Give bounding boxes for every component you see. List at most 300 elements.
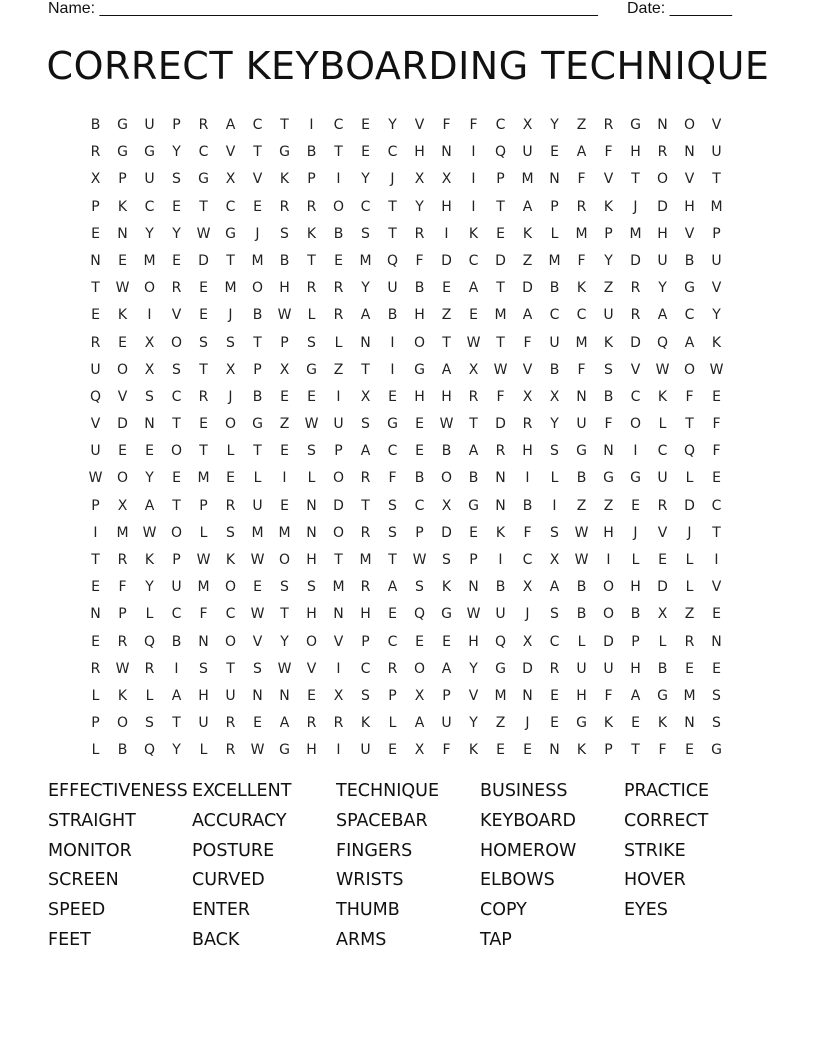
grid-letter: T bbox=[280, 606, 289, 623]
grid-letter: L bbox=[145, 606, 154, 623]
grid-letter: R bbox=[333, 280, 344, 297]
grid-letter: S bbox=[550, 524, 559, 541]
grid-letter: H bbox=[279, 280, 290, 297]
grid-letter: M bbox=[143, 252, 156, 269]
grid-letter: B bbox=[171, 633, 182, 650]
grid-letter: T bbox=[334, 144, 343, 161]
grid-letter: H bbox=[441, 388, 452, 405]
grid-letter: H bbox=[603, 524, 614, 541]
grid-letter: G bbox=[603, 470, 614, 487]
grid-letter: G bbox=[630, 470, 641, 487]
grid-letter: P bbox=[91, 198, 100, 215]
grid-letter: G bbox=[225, 225, 236, 242]
grid-letter: X bbox=[549, 552, 560, 568]
grid-letter: F bbox=[496, 388, 505, 405]
grid-letter: K bbox=[495, 524, 506, 541]
word-bank-item: FINGERS bbox=[336, 840, 413, 861]
grid-letter: T bbox=[172, 416, 181, 433]
grid-letter: C bbox=[387, 633, 398, 650]
grid-letter: P bbox=[280, 334, 289, 351]
grid-letter: T bbox=[685, 416, 694, 433]
grid-letter: F bbox=[388, 470, 397, 487]
word-bank-item: HOMEROW bbox=[480, 840, 577, 861]
grid-letter: E bbox=[415, 633, 424, 650]
grid-letter: S bbox=[712, 687, 721, 704]
grid-letter: V bbox=[468, 687, 479, 704]
grid-letter: R bbox=[549, 660, 560, 677]
grid-letter: H bbox=[576, 687, 587, 704]
grid-letter: E bbox=[199, 416, 208, 433]
grid-letter: E bbox=[550, 715, 559, 732]
grid-letter: E bbox=[415, 416, 424, 433]
grid-letter: T bbox=[307, 252, 316, 269]
grid-letter: U bbox=[441, 715, 452, 732]
grid-letter: F bbox=[469, 117, 478, 133]
grid-letter: U bbox=[333, 416, 344, 433]
grid-letter: K bbox=[117, 198, 128, 215]
grid-letter: M bbox=[521, 171, 534, 188]
grid-letter: D bbox=[198, 252, 209, 269]
grid-letter: B bbox=[549, 280, 560, 297]
grid-letter: M bbox=[332, 579, 345, 596]
grid-letter: B bbox=[576, 579, 587, 596]
grid-letter: M bbox=[494, 307, 507, 324]
grid-letter: P bbox=[712, 225, 721, 242]
grid-letter: J bbox=[228, 307, 233, 324]
grid-letter: Q bbox=[143, 633, 156, 650]
grid-letter: B bbox=[252, 307, 263, 324]
grid-letter: S bbox=[307, 334, 316, 351]
grid-letter: C bbox=[198, 144, 209, 161]
grid-letter: B bbox=[468, 470, 479, 487]
grid-letter: A bbox=[468, 443, 479, 460]
grid-letter: W bbox=[574, 524, 589, 541]
grid-letter: L bbox=[91, 742, 100, 759]
grid-letter: U bbox=[360, 742, 371, 759]
grid-letter: N bbox=[495, 497, 506, 514]
grid-letter: N bbox=[549, 742, 560, 759]
word-bank-item: THUMB bbox=[336, 900, 400, 921]
grid-letter: R bbox=[225, 497, 236, 514]
grid-letter: T bbox=[226, 252, 235, 269]
grid-letter: M bbox=[197, 579, 210, 596]
grid-letter: T bbox=[91, 552, 100, 568]
grid-letter: W bbox=[466, 606, 481, 623]
grid-letter: P bbox=[388, 687, 397, 704]
grid-letter: E bbox=[685, 660, 694, 677]
grid-letter: T bbox=[199, 443, 208, 460]
grid-letter: R bbox=[576, 198, 587, 215]
grid-letter: I bbox=[390, 361, 395, 378]
grid-letter: N bbox=[711, 633, 722, 650]
grid-letter: U bbox=[522, 144, 533, 161]
grid-letter: H bbox=[630, 660, 641, 677]
grid-letter: M bbox=[494, 687, 507, 704]
grid-letter: R bbox=[306, 280, 317, 297]
grid-letter: K bbox=[279, 171, 290, 188]
grid-letter: F bbox=[118, 579, 127, 596]
grid-letter: E bbox=[388, 742, 397, 759]
grid-letter: M bbox=[710, 198, 723, 215]
grid-letter: U bbox=[576, 660, 587, 677]
grid-letter: T bbox=[469, 416, 478, 433]
grid-letter: N bbox=[333, 606, 344, 623]
grid-letter: O bbox=[305, 633, 318, 650]
grid-letter: E bbox=[334, 252, 343, 269]
grid-letter: W bbox=[196, 225, 211, 242]
grid-letter: Z bbox=[522, 252, 533, 269]
grid-letter: V bbox=[117, 388, 128, 405]
grid-letter: C bbox=[252, 117, 263, 133]
grid-letter: T bbox=[388, 552, 397, 568]
grid-letter: U bbox=[144, 117, 155, 133]
grid-letter: O bbox=[602, 606, 615, 623]
word-bank-item: TAP bbox=[480, 929, 512, 950]
grid-letter: O bbox=[278, 552, 291, 568]
grid-letter: E bbox=[91, 633, 100, 650]
grid-letter: S bbox=[361, 416, 370, 433]
grid-letter: A bbox=[657, 307, 668, 324]
grid-letter: A bbox=[171, 687, 182, 704]
grid-letter: Q bbox=[683, 443, 696, 460]
grid-letter: P bbox=[604, 225, 613, 242]
grid-letter: F bbox=[712, 443, 721, 460]
grid-letter: E bbox=[550, 144, 559, 161]
grid-letter: E bbox=[172, 198, 181, 215]
grid-letter: X bbox=[144, 361, 155, 378]
grid-letter: O bbox=[602, 579, 615, 596]
grid-letter: E bbox=[631, 715, 640, 732]
grid-letter: J bbox=[255, 225, 260, 242]
grid-letter: O bbox=[170, 443, 183, 460]
grid-letter: W bbox=[142, 524, 157, 541]
grid-letter: R bbox=[657, 144, 668, 161]
grid-letter: Y bbox=[145, 470, 154, 487]
grid-letter: P bbox=[118, 171, 127, 188]
grid-letter: S bbox=[442, 552, 451, 568]
grid-letter: N bbox=[495, 470, 506, 487]
grid-letter: E bbox=[307, 687, 316, 704]
grid-letter: P bbox=[307, 171, 316, 188]
grid-letter: M bbox=[683, 687, 696, 704]
grid-letter: O bbox=[251, 280, 264, 297]
grid-letter: O bbox=[332, 198, 345, 215]
grid-letter: N bbox=[684, 144, 695, 161]
grid-letter: R bbox=[279, 198, 290, 215]
grid-letter: S bbox=[550, 606, 559, 623]
grid-letter: Y bbox=[361, 280, 370, 297]
grid-letter: E bbox=[712, 660, 721, 677]
grid-letter: Y bbox=[361, 171, 370, 188]
grid-letter: T bbox=[91, 280, 100, 297]
grid-letter: F bbox=[523, 334, 532, 351]
grid-letter: O bbox=[170, 334, 183, 351]
grid-letter: I bbox=[498, 552, 503, 568]
grid-letter: X bbox=[414, 742, 425, 759]
grid-letter: V bbox=[711, 579, 722, 596]
grid-letter: F bbox=[712, 416, 721, 433]
grid-letter: B bbox=[549, 361, 560, 378]
grid-letter: F bbox=[577, 171, 586, 188]
grid-letter: U bbox=[657, 470, 668, 487]
grid-letter: S bbox=[199, 660, 208, 677]
grid-letter: L bbox=[226, 443, 235, 460]
grid-letter: A bbox=[441, 361, 452, 378]
grid-letter: K bbox=[225, 552, 236, 568]
grid-letter: R bbox=[90, 144, 101, 161]
grid-letter: F bbox=[577, 252, 586, 269]
grid-letter: O bbox=[170, 524, 183, 541]
grid-letter: R bbox=[90, 334, 101, 351]
grid-letter: T bbox=[361, 361, 370, 378]
grid-letter: P bbox=[172, 117, 181, 133]
grid-letter: N bbox=[468, 579, 479, 596]
grid-letter: Y bbox=[712, 307, 721, 324]
grid-letter: D bbox=[441, 524, 452, 541]
grid-letter: O bbox=[116, 470, 129, 487]
grid-letter: D bbox=[630, 252, 641, 269]
grid-letter: J bbox=[390, 171, 395, 188]
grid-letter: Y bbox=[172, 742, 181, 759]
grid-letter: U bbox=[657, 252, 668, 269]
grid-letter: L bbox=[631, 552, 640, 568]
grid-letter: I bbox=[444, 225, 449, 242]
grid-letter: D bbox=[603, 633, 614, 650]
grid-letter: E bbox=[361, 117, 370, 133]
grid-letter: C bbox=[549, 307, 560, 324]
grid-letter: K bbox=[603, 334, 614, 351]
grid-letter: N bbox=[90, 252, 101, 269]
grid-letter: R bbox=[657, 497, 668, 514]
grid-letter: U bbox=[90, 361, 101, 378]
grid-letter: T bbox=[253, 334, 262, 351]
grid-letter: E bbox=[685, 742, 694, 759]
word-search-grid bbox=[82, 112, 730, 765]
grid-letter: Y bbox=[550, 117, 559, 133]
grid-letter: P bbox=[334, 443, 343, 460]
grid-letter: X bbox=[657, 606, 668, 623]
grid-letter: I bbox=[471, 171, 476, 188]
grid-letter: V bbox=[252, 171, 263, 188]
grid-letter: M bbox=[197, 470, 210, 487]
grid-letter: Y bbox=[658, 280, 667, 297]
grid-letter: V bbox=[711, 280, 722, 297]
grid-letter: X bbox=[414, 171, 425, 188]
grid-letter: L bbox=[685, 470, 694, 487]
grid-letter: X bbox=[414, 687, 425, 704]
grid-letter: E bbox=[469, 307, 478, 324]
grid-letter: E bbox=[496, 225, 505, 242]
grid-letter: F bbox=[685, 388, 694, 405]
grid-letter: N bbox=[603, 443, 614, 460]
grid-letter: H bbox=[306, 742, 317, 759]
grid-letter: Z bbox=[441, 307, 452, 324]
grid-letter: L bbox=[577, 633, 586, 650]
grid-letter: S bbox=[226, 524, 235, 541]
grid-letter: B bbox=[657, 660, 668, 677]
grid-letter: A bbox=[225, 117, 236, 133]
grid-letter: C bbox=[468, 252, 479, 269]
grid-letter: I bbox=[471, 144, 476, 161]
grid-letter: R bbox=[360, 524, 371, 541]
grid-letter: N bbox=[549, 171, 560, 188]
grid-letter: U bbox=[387, 280, 398, 297]
grid-letter: B bbox=[387, 307, 398, 324]
grid-letter: C bbox=[549, 633, 560, 650]
grid-letter: B bbox=[117, 742, 128, 759]
grid-letter: W bbox=[439, 416, 454, 433]
date-field: Date: _______ bbox=[627, 0, 732, 17]
grid-letter: I bbox=[552, 497, 557, 514]
grid-letter: T bbox=[334, 552, 343, 568]
grid-letter: N bbox=[360, 334, 371, 351]
grid-letter: Z bbox=[603, 497, 614, 514]
word-bank-item: KEYBOARD bbox=[480, 810, 576, 831]
grid-letter: Y bbox=[388, 117, 397, 133]
word-bank bbox=[48, 777, 768, 956]
grid-letter: K bbox=[117, 307, 128, 324]
grid-letter: E bbox=[226, 470, 235, 487]
grid-letter: V bbox=[225, 144, 236, 161]
grid-letter: E bbox=[91, 579, 100, 596]
grid-letter: P bbox=[253, 361, 262, 378]
grid-letter: E bbox=[145, 443, 154, 460]
grid-letter: O bbox=[224, 633, 237, 650]
grid-letter: X bbox=[225, 171, 236, 188]
grid-letter: F bbox=[442, 117, 451, 133]
grid-letter: E bbox=[550, 687, 559, 704]
grid-letter: D bbox=[495, 252, 506, 269]
grid-letter: Z bbox=[603, 280, 614, 297]
grid-letter: M bbox=[629, 225, 642, 242]
grid-letter: E bbox=[253, 198, 262, 215]
grid-letter: F bbox=[415, 252, 424, 269]
grid-letter: B bbox=[630, 606, 641, 623]
grid-letter: F bbox=[442, 742, 451, 759]
grid-letter: E bbox=[712, 470, 721, 487]
grid-letter: A bbox=[549, 579, 560, 596]
grid-letter: G bbox=[576, 715, 587, 732]
grid-letter: E bbox=[712, 606, 721, 623]
grid-letter: E bbox=[388, 388, 397, 405]
grid-letter: B bbox=[414, 470, 425, 487]
grid-letter: E bbox=[172, 252, 181, 269]
grid-letter: Q bbox=[494, 144, 507, 161]
grid-letter: B bbox=[414, 280, 425, 297]
grid-letter: C bbox=[360, 198, 371, 215]
grid-letter: D bbox=[333, 497, 344, 514]
word-bank-item: ENTER bbox=[192, 900, 251, 921]
grid-letter: H bbox=[414, 144, 425, 161]
grid-letter: C bbox=[576, 307, 587, 324]
grid-letter: A bbox=[414, 715, 425, 732]
grid-letter: T bbox=[199, 361, 208, 378]
grid-letter: G bbox=[198, 171, 209, 188]
grid-letter: A bbox=[522, 198, 533, 215]
grid-letter: E bbox=[631, 497, 640, 514]
grid-letter: R bbox=[333, 307, 344, 324]
grid-letter: R bbox=[225, 742, 236, 759]
grid-letter: V bbox=[603, 171, 614, 188]
grid-letter: L bbox=[199, 524, 208, 541]
grid-letter: Y bbox=[604, 252, 613, 269]
grid-letter: X bbox=[441, 497, 452, 514]
grid-letter: P bbox=[91, 497, 100, 514]
grid-letter: S bbox=[550, 443, 559, 460]
grid-letter: H bbox=[468, 633, 479, 650]
word-bank-item: EFFECTIVENESS bbox=[48, 781, 188, 801]
grid-letter: A bbox=[441, 660, 452, 677]
name-field: Name: ________________________________________________________ bbox=[48, 0, 598, 17]
grid-letter: T bbox=[253, 443, 262, 460]
grid-letter: M bbox=[224, 280, 237, 297]
grid-letter: D bbox=[657, 198, 668, 215]
word-bank-item: STRIKE bbox=[624, 840, 686, 861]
word-bank-item: FEET bbox=[48, 929, 91, 950]
grid-letter: E bbox=[658, 552, 667, 568]
grid-letter: G bbox=[279, 144, 290, 161]
grid-letter: N bbox=[144, 416, 155, 433]
grid-letter: L bbox=[658, 416, 667, 433]
grid-letter: I bbox=[147, 307, 152, 324]
grid-letter: C bbox=[225, 606, 236, 623]
grid-letter: R bbox=[225, 715, 236, 732]
grid-letter: G bbox=[252, 416, 263, 433]
grid-letter: H bbox=[306, 552, 317, 568]
grid-letter: N bbox=[306, 524, 317, 541]
word-bank-item: COPY bbox=[480, 900, 527, 921]
grid-letter: C bbox=[171, 606, 182, 623]
grid-letter: M bbox=[575, 334, 588, 351]
grid-letter: S bbox=[604, 361, 613, 378]
grid-letter: X bbox=[441, 171, 452, 188]
grid-letter: V bbox=[90, 416, 101, 433]
grid-letter: O bbox=[224, 416, 237, 433]
grid-letter: U bbox=[603, 307, 614, 324]
grid-letter: K bbox=[360, 715, 371, 732]
grid-letter: R bbox=[306, 715, 317, 732]
word-bank-item: SCREEN bbox=[48, 870, 119, 891]
grid-letter: W bbox=[250, 742, 265, 759]
grid-letter: M bbox=[116, 524, 129, 541]
grid-letter: R bbox=[90, 660, 101, 677]
grid-letter: O bbox=[116, 715, 129, 732]
word-bank-item: PRACTICE bbox=[624, 781, 710, 801]
grid-letter: R bbox=[684, 633, 695, 650]
word-bank-item: SPEED bbox=[48, 900, 106, 921]
grid-letter: E bbox=[415, 443, 424, 460]
grid-letter: L bbox=[550, 225, 559, 242]
grid-letter: C bbox=[630, 388, 641, 405]
grid-letter: P bbox=[361, 633, 370, 650]
grid-letter: M bbox=[251, 252, 264, 269]
grid-letter: I bbox=[606, 552, 611, 568]
grid-letter: A bbox=[387, 579, 398, 596]
grid-letter: M bbox=[359, 552, 372, 568]
grid-letter: W bbox=[493, 361, 508, 378]
grid-letter: T bbox=[631, 171, 640, 188]
grid-letter: X bbox=[225, 361, 236, 378]
grid-letter: N bbox=[522, 687, 533, 704]
grid-letter: R bbox=[495, 443, 506, 460]
grid-letter: P bbox=[199, 497, 208, 514]
grid-letter: U bbox=[225, 687, 236, 704]
grid-letter: E bbox=[280, 497, 289, 514]
grid-letter: S bbox=[307, 579, 316, 596]
word-bank-item: CURVED bbox=[192, 870, 265, 891]
grid-letter: V bbox=[414, 117, 425, 133]
grid-letter: U bbox=[711, 252, 722, 269]
